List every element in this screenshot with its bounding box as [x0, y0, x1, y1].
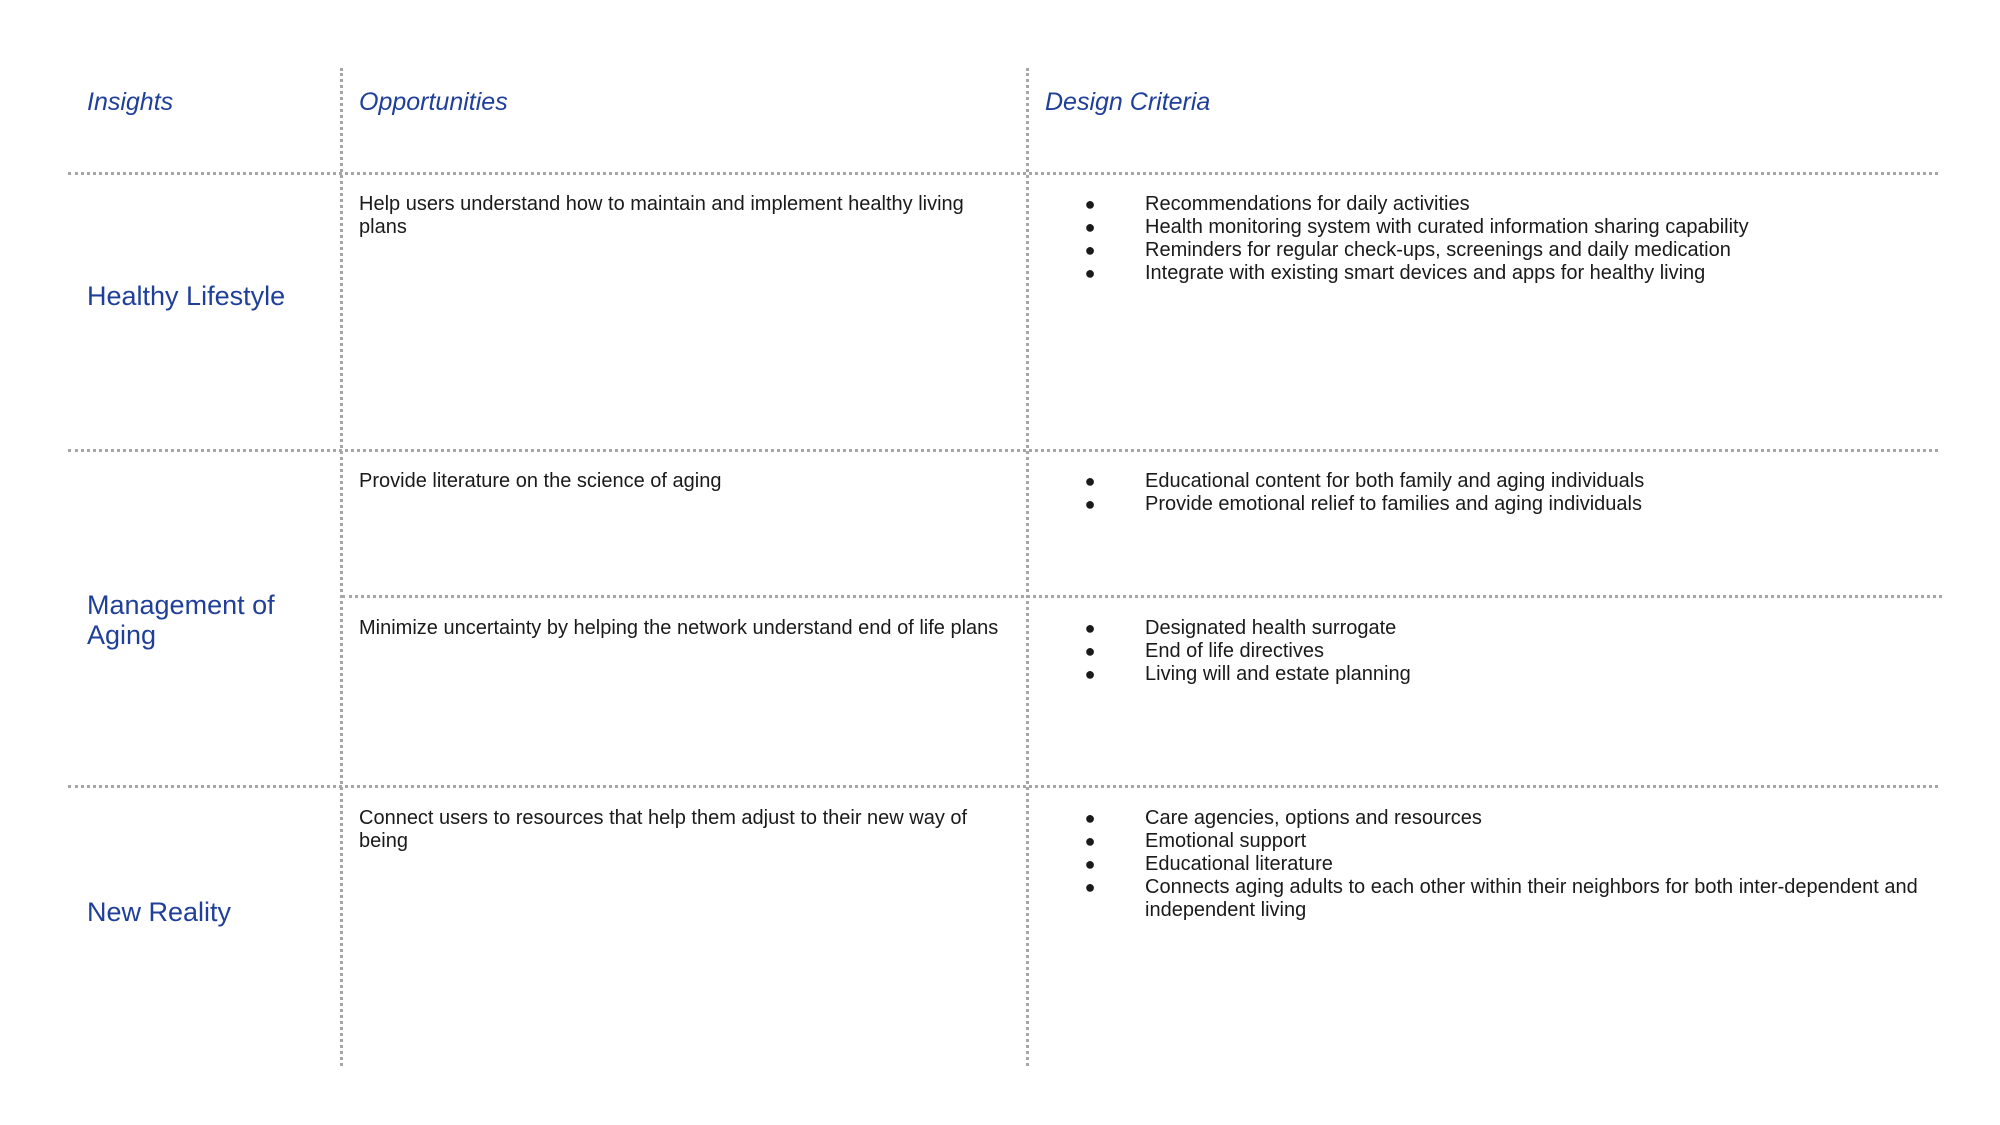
criteria-text: Educational literature	[1145, 853, 1333, 875]
criteria-item	[1084, 876, 1935, 922]
opportunity-reality: Connect users to resources that help them adjust to their new way of being	[359, 807, 968, 852]
insight-healthy-lifestyle: Healthy Lifestyle	[87, 281, 286, 311]
row-divider-aging-sub	[342, 595, 1942, 598]
bullet-icon: ●	[1084, 854, 1096, 874]
bullet-icon: ●	[1084, 618, 1096, 638]
criteria-text: Care agencies, options and resources	[1145, 807, 1482, 829]
criteria-item	[1084, 853, 1935, 876]
bullet-icon: ●	[1084, 263, 1096, 283]
insight-new-reality: New Reality	[87, 897, 232, 927]
bullet-icon: ●	[1084, 494, 1096, 514]
bullet-icon: ●	[1084, 217, 1096, 237]
criteria-text: End of life directives	[1145, 640, 1324, 662]
bullet-icon: ●	[1084, 641, 1096, 661]
bullet-icon: ●	[1084, 877, 1096, 897]
bullet-icon: ●	[1084, 471, 1096, 491]
criteria-item	[1084, 617, 1935, 640]
column-divider-1	[340, 68, 343, 1066]
opportunity-aging-2: Minimize uncertainty by helping the network understand end of life plans	[359, 617, 999, 639]
criteria-text: Connects aging adults to each other within their neighbors for both inter-dependent and independent living	[1145, 876, 1918, 921]
criteria-text: Living will and estate planning	[1145, 663, 1411, 685]
criteria-list-reality	[1084, 807, 1935, 922]
criteria-item	[1084, 663, 1935, 686]
column-divider-2	[1026, 68, 1029, 1066]
row-divider-aging	[68, 785, 1938, 788]
bullet-icon: ●	[1084, 194, 1096, 214]
criteria-list-aging-2	[1084, 617, 1935, 686]
criteria-list-aging-1	[1084, 470, 1935, 516]
header-opportunities: Opportunities	[359, 88, 508, 116]
insight-management-of-aging: Management of Aging	[87, 590, 275, 650]
criteria-text: Health monitoring system with curated information sharing capability	[1145, 216, 1749, 238]
opportunity-healthy: Help users understand how to maintain and implement healthy living plans	[359, 193, 964, 238]
bullet-icon: ●	[1084, 808, 1096, 828]
criteria-text: Reminders for regular check-ups, screenings and daily medication	[1145, 239, 1731, 261]
criteria-item	[1084, 216, 1935, 239]
criteria-item	[1084, 807, 1935, 830]
criteria-text: Educational content for both family and aging individuals	[1145, 470, 1645, 492]
criteria-item	[1084, 262, 1935, 285]
criteria-text: Integrate with existing smart devices and apps for healthy living	[1145, 262, 1706, 284]
criteria-text: Designated health surrogate	[1145, 617, 1397, 639]
bullet-icon: ●	[1084, 664, 1096, 684]
row-divider-header	[68, 172, 1938, 175]
criteria-item	[1084, 470, 1935, 493]
criteria-item	[1084, 640, 1935, 663]
criteria-item	[1084, 830, 1935, 853]
criteria-item	[1084, 493, 1935, 516]
criteria-text: Recommendations for daily activities	[1145, 193, 1470, 215]
bullet-icon: ●	[1084, 831, 1096, 851]
criteria-text: Emotional support	[1145, 830, 1307, 852]
criteria-list-healthy	[1084, 193, 1935, 285]
header-insights: Insights	[87, 88, 174, 116]
opportunity-aging-1: Provide literature on the science of aging	[359, 470, 722, 492]
criteria-item	[1084, 239, 1935, 262]
header-design-criteria: Design Criteria	[1045, 88, 1211, 116]
criteria-text: Provide emotional relief to families and aging individuals	[1145, 493, 1642, 515]
row-divider-healthy	[68, 449, 1938, 452]
criteria-item	[1084, 193, 1935, 216]
bullet-icon: ●	[1084, 240, 1096, 260]
